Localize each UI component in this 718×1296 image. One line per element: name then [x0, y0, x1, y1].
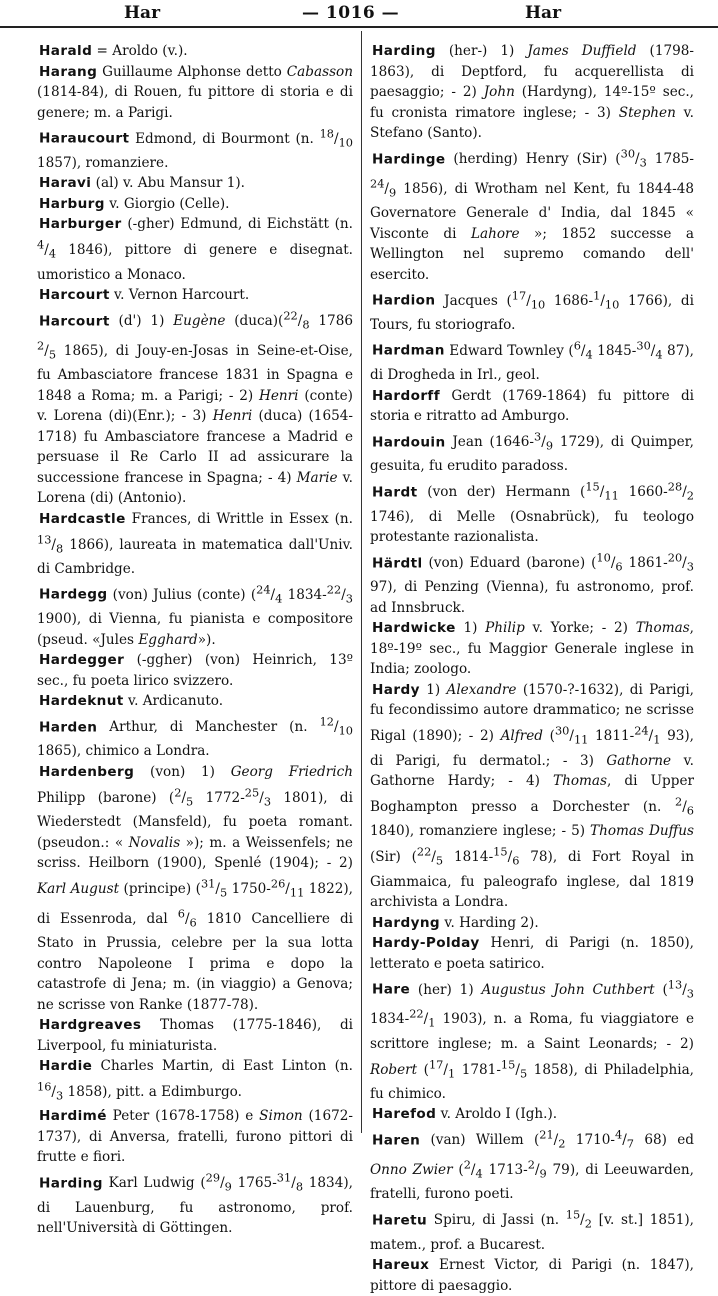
entry-headword: Hardegg — [39, 586, 108, 603]
dictionary-entry — [37, 41, 353, 62]
entry-text: Guillaume Alphonse detto Cabasson (1814-84), di Rouen, fu pittore di storia e di genere; m. a Parigi. — [37, 63, 353, 121]
entry-text: Charles Martin, di East Linton (n. $^{16}/_3$ 1858), pitt. a Edimburgo. — [37, 1058, 353, 1103]
dictionary-entry — [37, 1056, 353, 1106]
dictionary-entry — [37, 691, 353, 712]
header-left-word: Har — [124, 3, 161, 23]
entry-headword: Harald — [39, 43, 93, 59]
dictionary-entry — [37, 194, 353, 215]
entry-text: Gerdt (1769-1864) fu pittore di storia e ritratto ad Amburgo. — [370, 387, 694, 424]
dictionary-entry — [37, 123, 353, 173]
entry-headword: Hardyng — [372, 914, 441, 931]
entry-text: v. Giorgio (Celle). — [104, 195, 230, 212]
entry-text: (-ggher) (von) Heinrich, 13º sec., fu poeta lirico svizzero. — [37, 652, 353, 689]
entry-text: Edward Townley ($^6/_4$ $1845-^{30}/_4$ 87), di Drogheda in Irl., geol. — [370, 338, 694, 383]
entry-text: (her) 1) Augustus John Cuthbert ($^{13}/_3$ $1834-^{22}/_1$ 1903), n. a Roma, fu viaggiatore e scrittore inglese; m. a Saint Leonards; - 2) Robert ($^{17}/_1$ $1781-^{15}/_5$ 1858), di Philadelphia, fu chimico. — [370, 977, 695, 1102]
entry-headword: Haraucourt — [39, 130, 130, 147]
entry-headword: Harding — [372, 43, 436, 59]
entry-headword: Hardeknut — [39, 693, 124, 709]
entry-headword: Haren — [372, 1132, 421, 1149]
entry-headword: Harefod — [372, 1106, 437, 1123]
dictionary-entry — [370, 618, 694, 680]
entry-text: Peter (1678-1758) e Simon (1672-1737), di Anversa, fratelli, furono pittori di frutte e fiori. — [37, 1108, 353, 1166]
entry-text: Ernest Victor, di Parigi (n. 1847), pittore di paesaggio. — [370, 1257, 694, 1294]
dictionary-entry — [37, 1106, 353, 1168]
entry-headword: Hardie — [39, 1058, 93, 1074]
dictionary-entry — [37, 214, 353, 285]
entry-text: v. Ardicanuto. — [123, 693, 224, 709]
dictionary-entry — [37, 285, 353, 306]
entry-headword: Harding — [39, 1175, 103, 1192]
dictionary-entry — [37, 762, 353, 1015]
entry-headword: Harcourt — [39, 287, 110, 303]
entry-text: (von) 1) Georg Friedrich Philipp (barone) ($^2/_5$ $1772-^{25}/_3$ 1801), di Wiederstedt (Mansfeld), fu poeta romant. (pseudon.: « Novalis »); m. a Weissenfels; ne scriss. Heilborn (1900), Spenlé (1904); - 2) Karl August (principe) ($^{31}/_5$ $1750-^{26}/_{11}$ 1822), di Essenroda, dal $^6/_6$ 1810 Cancelliere di Stato in Prussia, celebre per la sua lotta contro Napoleone I prima e dopo la catastrofe di Jena; m. (in viaggio) a Genova; ne scrisse von Ranke (1877-78). — [37, 763, 353, 1013]
entry-headword: Haravi — [39, 175, 92, 192]
entry-headword: Hardwicke — [372, 620, 456, 637]
entry-text: Henri, di Parigi (n. 1850), letterato e poeta satirico. — [370, 935, 694, 972]
dictionary-entry — [370, 974, 694, 1104]
entry-headword: Härdtl — [372, 555, 423, 572]
entry-text: = Aroldo (v.). — [92, 43, 188, 59]
entry-headword: Hardimé — [39, 1108, 107, 1125]
dictionary-entry — [370, 386, 694, 427]
page-number: — 1016 — — [302, 3, 400, 23]
entry-headword: Harang — [39, 63, 98, 80]
left-column — [37, 41, 353, 1239]
dictionary-entry — [37, 1015, 353, 1056]
entry-text: v. Aroldo I (Igh.). — [436, 1106, 558, 1123]
entry-text: (her-) 1) James Duffield (1798-1863), di Deptford, fu acquerellista di paesaggio; - 2) John (Hardyng), 14º-15º sec., fu cronista rimatore inglese; - 3) Stephen v. Stefano (Santo). — [370, 43, 695, 141]
entry-text: Spiru, di Jassi (n. $^{15}/_2$ [v. st.] 1851), matem., prof. a Bucarest. — [370, 1207, 695, 1253]
entry-headword: Hardinge — [372, 151, 446, 168]
entry-text: 1) Philip v. Yorke; - 2) Thomas, 18º-19º sec., fu Maggior Generale inglese in India; zoologo. — [370, 620, 694, 678]
entry-text: (d') 1) Eugène $(duca)(^{22}/_8$ 1786 $^2/_5$ 1865), di Jouy-en-Josas in Seine-et-Oise, fu Ambasciatore francese 1831 in Spagna e 1848 a Roma; m. a Parigi; - 2) Henri (conte) v. Lorena (di)(Enr.); - 3) Henri (duca) (1654-1718) fu Ambasciatore francese a Madrid e persuase il Re Carlo II ad assicurare la successione francese in Spagna; - 4) Marie v. Lorena (di) (Antonio). — [37, 308, 353, 506]
dictionary-entry — [370, 548, 694, 619]
entry-text: 1) Alexandre (1570-?-1632), di Parigi, fu fecondissimo autore drammatico; ne scrisse Rigal (1890); - 2) Alfred ($^{30}/_{11}$ $1811-^{24}/_1$ 93), di Parigi, fu dermatol.; - 3) Gathorne v. Gathorne Hardy; - 4) Thomas, di Upper Boghampton presso a Dorchester (n. $^2/_6$ 1840), romanziere inglese; - 5) Thomas Duffus (Sir) ($^{22}/_5$ $1814-^{15}/_6$ 78), di Fort Royal in Giammaica, fu paleografo inglese, dal 1819 archivista a Londra. — [370, 681, 695, 910]
dictionary-entry — [370, 1125, 694, 1205]
dictionary-entry — [37, 509, 353, 580]
entry-text: (von) Eduard (barone) ($^{10}/_6$ $1861-^{20}/_3$ 97), di Penzing (Vienna), fu astronomo, prof. ad Innsbruck. — [370, 550, 694, 616]
entry-headword: Hardcastle — [39, 510, 126, 527]
dictionary-entry — [370, 144, 694, 286]
dictionary-entry — [37, 306, 353, 509]
entry-text: v. Harding 2). — [440, 914, 539, 931]
dictionary-entry — [37, 579, 353, 650]
entry-headword: Hare — [372, 981, 411, 998]
entry-headword: Hardorff — [372, 387, 441, 404]
entry-headword: Hardy — [372, 681, 420, 698]
dictionary-entry — [370, 1255, 694, 1296]
entry-text: (von) Julius (conte) ($^{24}/_4$ $1834-^{22}/_3$ 1900), di Vienna, fu pianista e compositore (pseud. «Jules Egghard»). — [37, 582, 353, 648]
dictionary-entry — [370, 285, 694, 335]
entry-headword: Hardion — [372, 292, 436, 309]
entry-headword: Haretu — [372, 1212, 428, 1229]
dictionary-entry — [37, 1168, 353, 1239]
dictionary-entry — [370, 427, 694, 477]
entry-headword: Harcourt — [39, 313, 110, 330]
entry-text: Arthur, di Manchester (n. $^{12}/_{10}$ 1865), chimico a Londra. — [37, 714, 353, 760]
dictionary-entry — [370, 913, 694, 934]
entry-headword: Hardegger — [39, 652, 125, 668]
dictionary-entry — [370, 477, 694, 548]
dictionary-entry — [370, 680, 694, 913]
dictionary-entry — [37, 650, 353, 691]
entry-headword: Hareux — [372, 1257, 430, 1273]
entry-headword: Hardenberg — [39, 763, 135, 780]
entry-text: (-gher) Edmund, di Eichstätt (n. $^4/_4$ 1846), pittore di genere e disegnat. umoristico a Monaco. — [37, 216, 353, 283]
entry-headword: Harburger — [39, 216, 122, 233]
entry-text: (von der) Hermann ($^{15}/_{11}$ $1660-^{28}/_2$ 1746), di Melle (Osnabrück), fu teologo protestante razionalista. — [370, 479, 694, 545]
dictionary-entry — [370, 335, 694, 385]
entry-text: Jacques ($^{17}/_{10}$ $1686-^1/_{10}$ 1766), di Tours, fu storiografo. — [370, 288, 694, 333]
entry-text: (herding) Henry (Sir) ($^{30}/_3$ $1785-^{24}/_9$ 1856), di Wrotham nel Kent, fu 1844-48 Governatore Generale d' India, dal 1845 « Visconte di Lahore »; 1852 successe a Wellington nel supremo comando dell' esercito. — [370, 146, 694, 283]
entry-headword: Hardgreaves — [39, 1017, 142, 1033]
right-column — [370, 41, 694, 1296]
dictionary-entry — [370, 1205, 694, 1255]
page-header — [0, 0, 718, 28]
entry-text: v. Vernon Harcourt. — [109, 287, 250, 303]
header-right-word: Har — [525, 3, 562, 23]
dictionary-entry — [37, 712, 353, 762]
entry-text: Frances, di Writtle in Essex (n. $^{13}/_8$ 1866), laureata in matematica dall'Univ. di Cambridge. — [37, 510, 353, 577]
dictionary-entry — [37, 62, 353, 124]
entry-text: (van) Willem ($^{21}/_2$ $1710-^4/_7$ 68) ed Onno Zwier ($^2/_4$ $1713-^2/_9$ 79), di Leeuwarden, fratelli, furono poeti. — [370, 1127, 695, 1203]
entry-text: Karl Ludwig ($^{29}/_9$ $1765-^{31}/_8$ 1834), di Lauenburg, fu astronomo, prof. nell'Università di Göttingen. — [37, 1170, 353, 1236]
entry-headword: Hardouin — [372, 434, 446, 451]
column-divider — [361, 31, 362, 1133]
entry-headword: Harburg — [39, 195, 105, 212]
entry-text: Jean ($1646-^3/_9$ 1729), di Quimper, gesuita, fu erudito paradoss. — [370, 429, 694, 475]
entry-headword: Hardman — [372, 342, 445, 359]
dictionary-entry — [370, 933, 694, 974]
entry-text: Edmond, di Bourmont (n. $^{18}/_{10}$ 1857), romanziere. — [37, 126, 353, 171]
dictionary-entry — [370, 1104, 694, 1125]
dictionary-entry — [37, 173, 353, 194]
entry-text: Thomas (1775-1846), di Liverpool, fu miniaturista. — [37, 1017, 353, 1054]
entry-headword: Hardy-Polday — [372, 935, 480, 951]
entry-headword: Harden — [39, 719, 98, 736]
entry-text: (al) v. Abu Mansur 1). — [91, 175, 245, 192]
dictionary-entry — [370, 41, 694, 144]
entry-headword: Hardt — [372, 484, 418, 501]
